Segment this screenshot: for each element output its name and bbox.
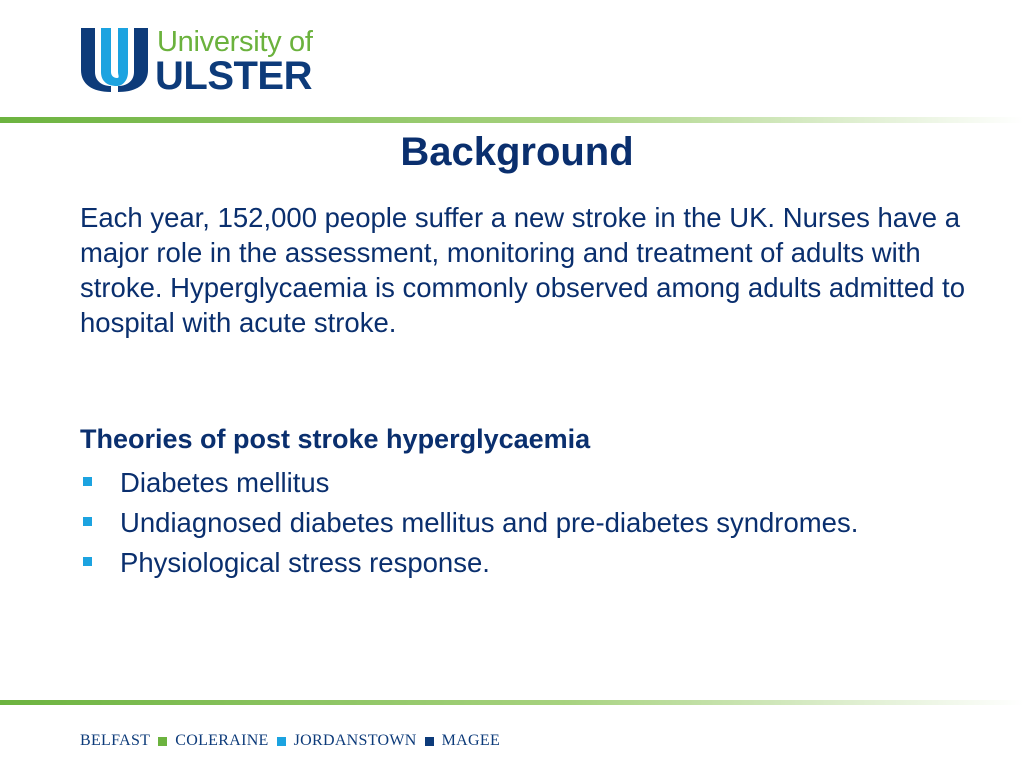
square-separator-icon — [425, 737, 434, 746]
university-logo — [80, 26, 320, 96]
square-separator-icon — [277, 737, 286, 746]
theories-list — [80, 466, 980, 586]
square-separator-icon — [158, 737, 167, 746]
background-paragraph: Each year, 152,000 people suffer a new stroke in the UK. Nurses have a major role in the assessment, monitoring and treatment of adults with stroke. Hyperglycaemia is commonly observed among adults admitted to hospital with acute stroke. — [80, 202, 965, 338]
list-item — [80, 466, 980, 500]
list-item — [80, 546, 980, 580]
slide-title: Background — [400, 130, 634, 174]
list-item-text: Diabetes mellitus — [120, 467, 330, 498]
campus-magee: MAGEE — [441, 732, 501, 749]
square-bullet-icon — [83, 477, 92, 486]
square-bullet-icon — [83, 557, 92, 566]
campus-footer — [80, 731, 500, 751]
campus-coleraine: COLERAINE — [175, 732, 269, 749]
theories-subheading: Theories of post stroke hyperglycaemia — [80, 424, 591, 454]
campus-jordanstown: JORDANSTOWN — [293, 732, 417, 749]
ulster-crest-icon — [80, 26, 150, 96]
campus-belfast: BELFAST — [80, 732, 151, 749]
square-bullet-icon — [83, 517, 92, 526]
list-item — [80, 506, 980, 540]
header-divider — [0, 117, 1024, 123]
logo-text-university-of: University of — [157, 26, 313, 58]
footer-divider — [0, 700, 1024, 705]
list-item-text: Physiological stress response. — [120, 547, 490, 578]
list-item-text: Undiagnosed diabetes mellitus and pre-diabetes syndromes. — [120, 507, 859, 538]
logo-text-ulster: ULSTER — [155, 54, 312, 98]
